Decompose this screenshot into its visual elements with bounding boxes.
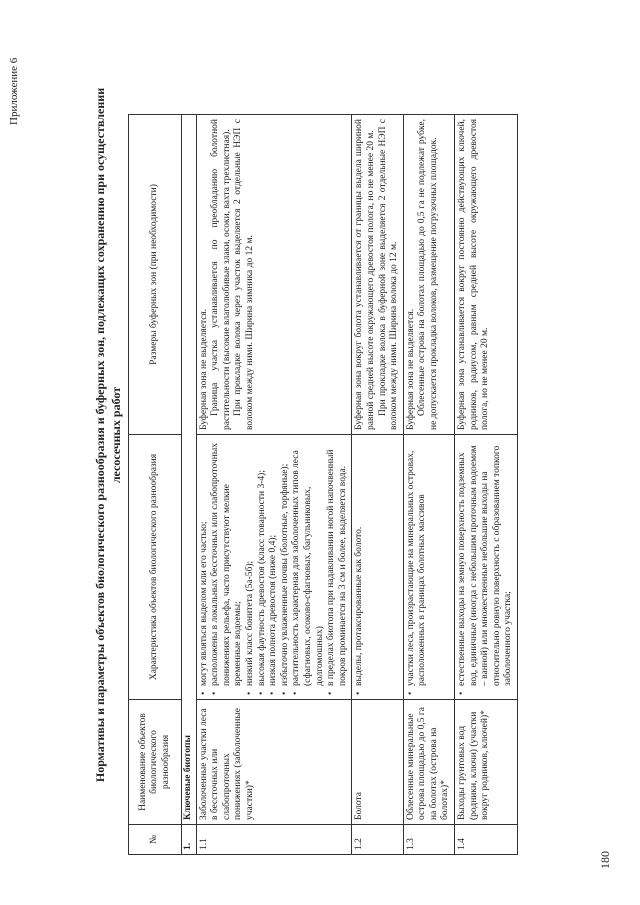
object-name: Заболоченные участки леса в бессточных или слабопроточных понижениях (заболоченные участки)* [196, 700, 352, 825]
buffer-paragraph: Буферная зона не выделяется. [198, 308, 209, 430]
feature-item: • участки леса, произрастающие на минеральных островах, расположенных в границах болотных массивов [406, 439, 429, 695]
feature-item: • низкий класс бонитета (5а-5б); [245, 439, 257, 695]
feature-item: • низкая полнота древостоя (ниже 0,4); [268, 439, 280, 695]
feature-item: • растительность характерная для заболоченных типов леса (сфагновых, осоково-сфагновых, багульниковых, долгомошных) [291, 439, 326, 695]
object-name: Болота [352, 700, 403, 825]
table-row [196, 115, 352, 855]
col-header-characteristics: Характеристика объектов биологического разнообразия [129, 435, 182, 700]
object-name: Облесенные минеральные острова площадью до 0,5 га на болотах (острова на болотах)* [403, 700, 454, 825]
buffer-paragraph: При прокладке волока через участок выделяется 2 отдельные НЭП с волоком между ними. Ширина зимника до 12 м. [233, 119, 255, 430]
row-number: 1.4 [455, 825, 518, 855]
row-number: 1.1 [196, 825, 352, 855]
section-number: 1. [182, 825, 197, 855]
col-header-buffer: Размеры буферных зон (при необходимости) [129, 115, 182, 435]
buffer-zone-size [455, 115, 518, 435]
page-number: 180 [598, 851, 612, 869]
buffer-zone-size [196, 115, 352, 435]
feature-item: • в пределах биотопа при надавливании ногой напочвенный покров проминается на 3 см и более, выделяется вода. [326, 439, 349, 695]
feature-item: • могут являться выделом или его частью; [199, 439, 211, 695]
buffer-paragraph: При прокладке волока в буферной зоне выделяется 2 отдельные НЭП с волоком между ними. Ширина волока до 12 м. [377, 119, 400, 430]
row-number: 1.3 [403, 825, 454, 855]
table-row [403, 115, 454, 855]
col-header-name: Наименование объектов биологического разнообразия [129, 700, 182, 825]
buffer-paragraph: Буферная зона вокруг болота устанавливается от границы выдела шириной равной средней высоте окружающего древостоя полога, но не менее 20 м. [354, 119, 376, 430]
feature-item: • выделы, протаксированные как болото. [354, 439, 366, 695]
feature-item: • естественные выходы на земную поверхность подземных вод, единичные (иногда с небольшим проточным водоемом – ванной) или множественные небольшие выходы на относительно ровную поверхность с образованием топкого заболоченного участка; [457, 439, 515, 695]
buffer-paragraph: Буферная зона не выделяется. [405, 308, 416, 430]
object-name: Выходы грунтовых вод (родники, ключи) (участки вокруг родников, ключей)* [455, 700, 518, 825]
norms-table [128, 114, 518, 855]
col-header-num: № [129, 825, 182, 855]
table-header-row [129, 115, 182, 855]
table-row [352, 115, 403, 855]
document-title: Нормативы и параметры объектов биологического разнообразия и буферных зон, подлежащих сохранению при осуществлении лесосечных работ [93, 87, 123, 783]
object-characteristics [196, 435, 352, 700]
feature-item: • расположены в локальных бессточных или слабопроточных понижениях рельефа, часто присутствуют мелкие временные водоемы; [210, 439, 245, 695]
row-number: 1.2 [352, 825, 403, 855]
buffer-paragraph: Облесенные острова на болотах площадью до 0,5 га не подлежат рубке, не допускается прокладка волоков, размещение погрузочных площадок. [417, 119, 439, 430]
object-characteristics [455, 435, 518, 700]
table-row [455, 115, 518, 855]
appendix-label: Приложение 6 [8, 57, 20, 125]
buffer-paragraph: Граница участка устанавливается по преобладанию болотной растительности (высокие влаголюбивые злаки, осоки, вахта трехлистная). [210, 119, 232, 430]
object-characteristics [403, 435, 454, 700]
section-row [182, 115, 197, 855]
section-title: Ключевые биотопы [182, 115, 197, 825]
object-characteristics [352, 435, 403, 700]
buffer-paragraph: Буферная зона устанавливается вокруг постоянно действующих ключей, родников, радиусом, равным средней высоте окружающего древостоя полога, но не менее 20 м. [457, 119, 491, 430]
buffer-zone-size [403, 115, 454, 435]
feature-item: • высокая фаутность древостоя (класс товарности 3-4); [257, 439, 269, 695]
buffer-zone-size [352, 115, 403, 435]
feature-item: • избыточно увлажненные почвы (болотные, торфяные); [280, 439, 292, 695]
